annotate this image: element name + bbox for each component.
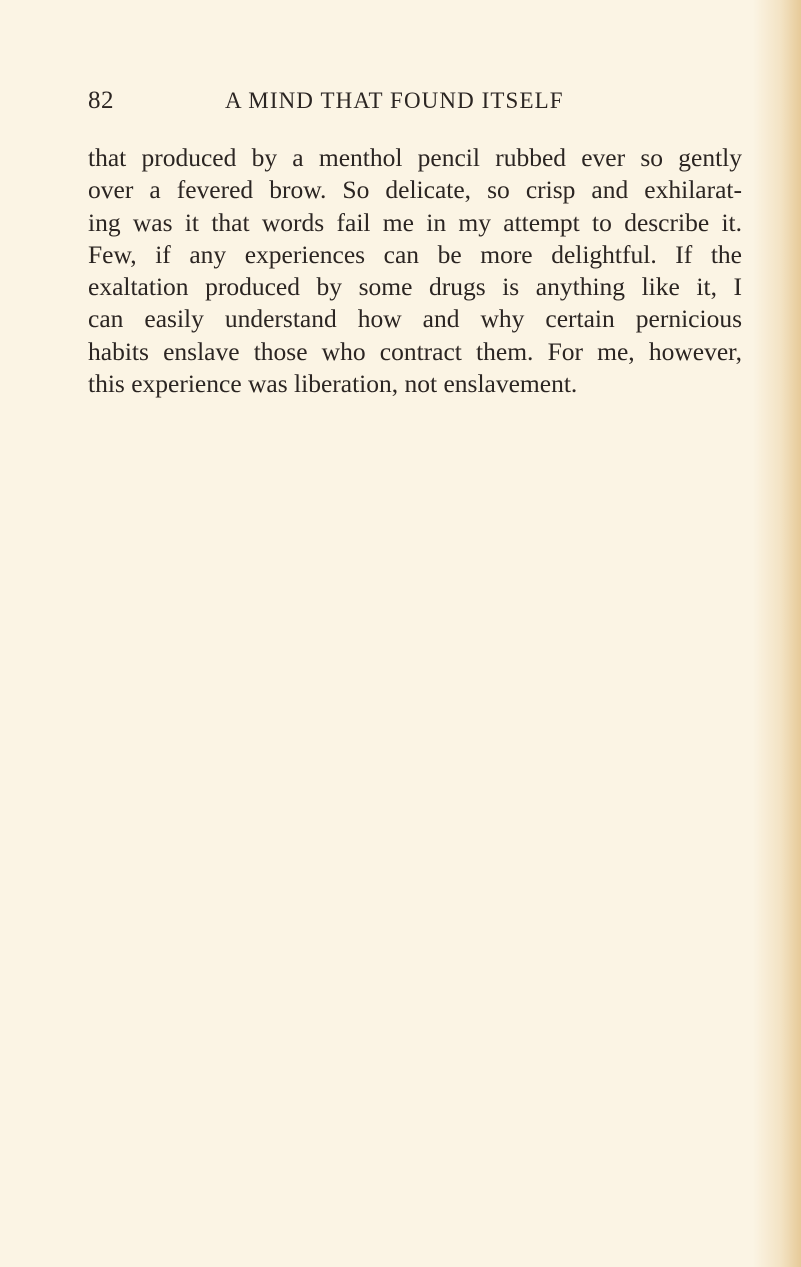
text-line: habits enslave those who contract them. For me, however, (88, 336, 742, 366)
text-line: over a fevered brow. So delicate, so crisp and exhilarat- (88, 175, 742, 205)
body-paragraph (88, 142, 742, 400)
page-number: 82 (88, 87, 114, 114)
running-head (88, 84, 614, 118)
text-line: Few, if any experiences can be more delightful. If the (88, 239, 742, 269)
text-line: can easily understand how and why certain pernicious (88, 304, 742, 334)
running-title: A MIND THAT FOUND ITSELF (225, 88, 564, 113)
text-line: exaltation produced by some drugs is anything like it, I (88, 272, 742, 302)
text-line: that produced by a menthol pencil rubbed ever so gently (88, 143, 742, 172)
text-line: this experience was liberation, not enslavement. (88, 369, 578, 399)
text-line: ing was it that words fail me in my attempt to describe it. (88, 207, 742, 237)
